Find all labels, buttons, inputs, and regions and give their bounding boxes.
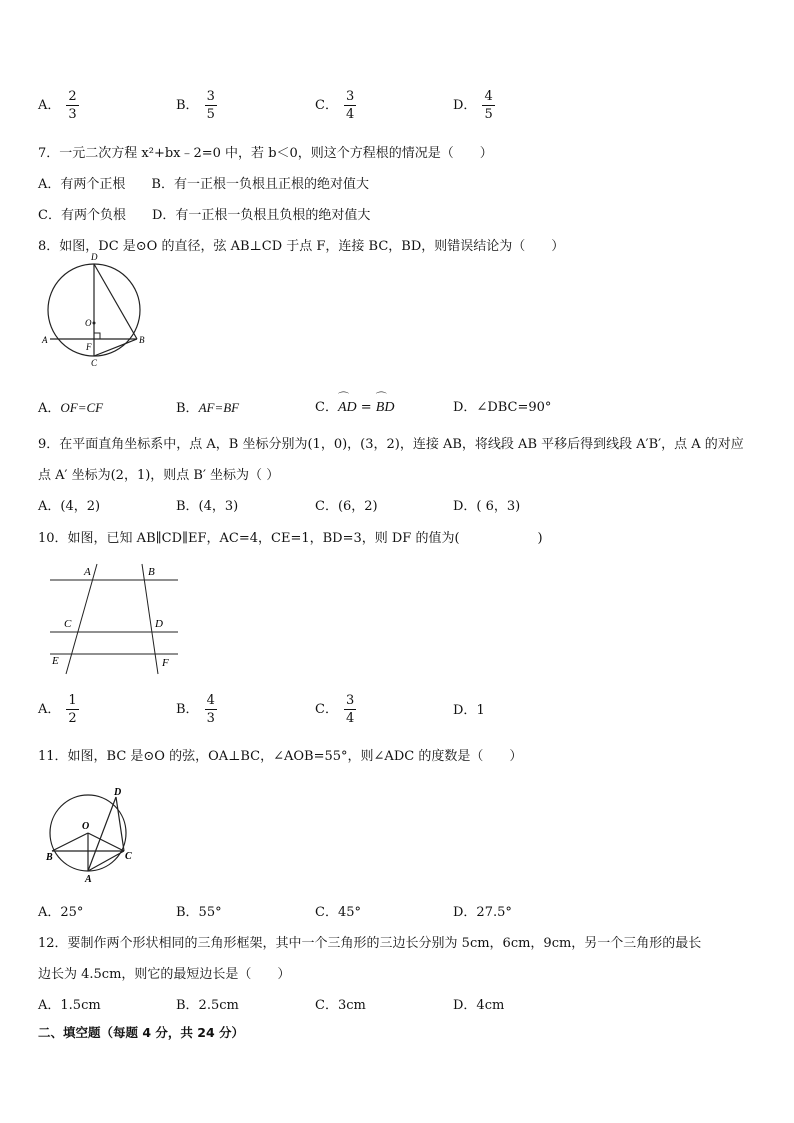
q10-option-a: A． $\frac{1}{2}$: [38, 693, 77, 726]
q10-label-d: D: [155, 618, 163, 630]
q10-label-c: C: [64, 618, 72, 630]
q10-label-f: F: [162, 657, 169, 669]
q10-label-a: A: [84, 566, 91, 578]
q11-label-b: B: [46, 852, 53, 863]
q9-stem-line-2: 点 A′ 坐标为(2，1)，则点 B′ 坐标为（ ）: [38, 468, 280, 483]
q11-option-a: A．25°: [38, 905, 84, 920]
q8-segment-bc: [94, 339, 137, 356]
q11-option-d: D．27.5°: [453, 905, 512, 920]
section-heading-fill-in: 二、填空题（每题 4 分，共 24 分）: [38, 1025, 245, 1040]
q8-label-f: F: [86, 342, 92, 352]
q7-options-row-1: A．有两个正根 B．有一正根一负根且正根的绝对值大: [38, 177, 369, 192]
q9-stem-line-1: 9．在平面直角坐标系中，点 A，B 坐标分别为(1，0)，(3，2)，连接 AB，将线段 AB 平移后得到线段 A′B′，点 A 的对应: [38, 437, 744, 452]
q12-option-c: C．3cm: [315, 998, 366, 1013]
q11-label-d: D: [114, 787, 122, 798]
q9-option-c: C．(6，2): [315, 499, 378, 514]
q11-label-a: A: [85, 874, 92, 885]
q8-label-b: B: [139, 335, 145, 345]
q8-label-a: A: [42, 335, 48, 345]
q8-option-a: A．OF=CF: [38, 400, 104, 416]
q6-option-d: D． $\frac{4}{5}$: [453, 89, 493, 122]
q7-options-row-2: C．有两个负根 D．有一正根一负根且负根的绝对值大: [38, 208, 371, 223]
q11-segment-oc: [88, 833, 124, 851]
q9-option-d: D．( 6，3): [453, 499, 521, 514]
q7-stem: 7．一元二次方程 x²+bx﹣2=0 中，若 b＜0，则这个方程根的情况是（ ）: [38, 146, 493, 161]
q10-option-c: C． $\frac{3}{4}$: [315, 693, 355, 726]
q11-segment-dc: [116, 797, 124, 851]
q11-circle-figure: [44, 785, 144, 885]
q12-option-a: A．1.5cm: [38, 998, 101, 1013]
q10-option-d: D．1: [453, 703, 485, 718]
q6-option-a: A． $\frac{2}{3}$: [38, 89, 77, 122]
q12-stem-line-2: 边长为 4.5cm，则它的最短边长是（ ）: [38, 967, 291, 982]
q8-label-o: O: [85, 318, 92, 328]
q8-center-dot: [93, 322, 96, 325]
q10-stem: 10．如图，已知 AB∥CD∥EF，AC=4，CE=1，BD=3，则 DF 的值为( ): [38, 531, 543, 546]
q8-option-b: B．AF=BF: [176, 400, 240, 416]
q8-option-d: D．∠DBC=90°: [453, 400, 552, 415]
q10-label-b: B: [148, 566, 155, 578]
q11-segment-ac: [88, 851, 124, 871]
q10-label-e: E: [52, 655, 59, 667]
q6-option-b: B． $\frac{3}{5}$: [176, 89, 215, 122]
q12-option-b: B．2.5cm: [176, 998, 239, 1013]
q8-label-d: D: [91, 252, 98, 262]
q10-option-b: B． $\frac{4}{3}$: [176, 693, 215, 726]
q8-stem: 8．如图，DC 是⊙O 的直径，弦 AB⊥CD 于点 F，连接 BC，BD，则错误结论为（ ）: [38, 239, 565, 254]
q11-option-b: B．55°: [176, 905, 222, 920]
q8-right-angle-mark: [94, 333, 100, 339]
q11-label-c: C: [125, 851, 132, 862]
q11-segment-ob: [52, 833, 88, 851]
q11-segment-da: [88, 797, 116, 871]
q9-option-b: B．(4，3): [176, 499, 239, 514]
q11-stem: 11．如图，BC 是⊙O 的弦，OA⊥BC，∠AOB=55°，则∠ADC 的度数是（ ）: [38, 749, 523, 764]
q12-option-d: D．4cm: [453, 998, 505, 1013]
q8-segment-bd: [94, 264, 137, 339]
q6-option-c: C． $\frac{3}{4}$: [315, 89, 355, 122]
q8-option-c: C．⌒ AD = ⌒ BD: [315, 399, 394, 417]
q9-option-a: A．(4，2): [38, 499, 101, 514]
q12-stem-line-1: 12．要制作两个形状相同的三角形框架，其中一个三角形的三边长分别为 5cm，6cm，9cm，另一个三角形的最长: [38, 936, 702, 951]
q11-label-o: O: [82, 821, 90, 832]
q10-parallel-lines-figure: [44, 560, 184, 678]
q8-label-c: C: [91, 358, 98, 368]
q11-option-c: C．45°: [315, 905, 361, 920]
q8-circle-figure: [40, 240, 150, 380]
